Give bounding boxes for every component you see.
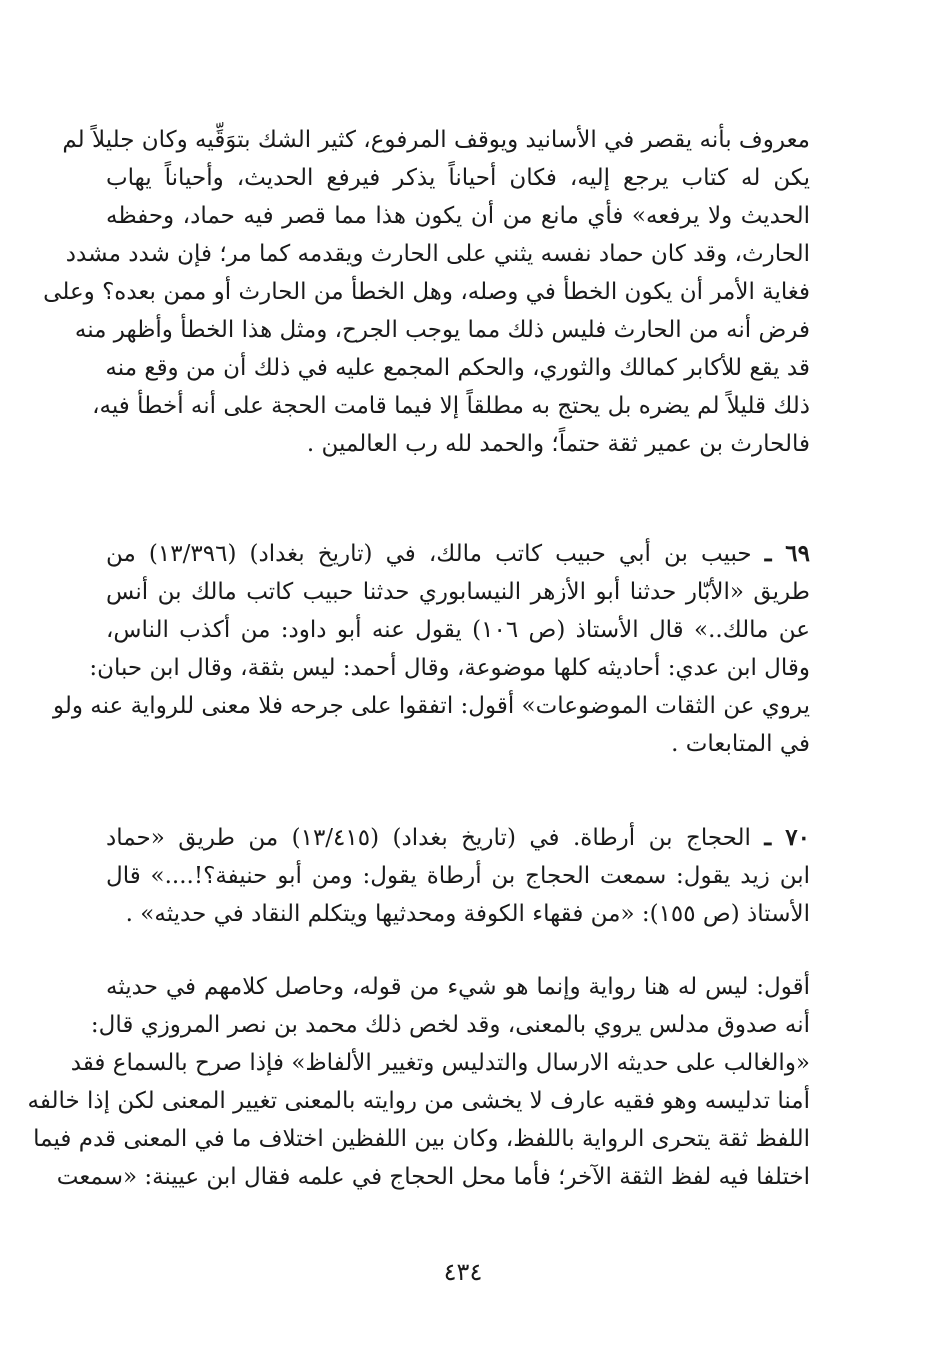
- text-line: فرض أنه من الحارث فليس ذلك مما يوجب الجرح، ومثل هذا الخطأ وأظهر منه: [74, 317, 810, 343]
- text-line: في المتابعات .: [671, 731, 810, 757]
- entry-number: ٧٠ ـ: [764, 824, 811, 851]
- text-line: [106, 819, 810, 857]
- text-line: «والغالب على حديثه الارسال والتدليس وتغيير الألفاظ» فإذا صرح بالسماع فقد: [70, 1050, 810, 1076]
- text-line: فغاية الأمر أن يكون الخطأ في وصله، وهل الخطأ من الحارث أو ممن بعده؟ وعلى: [43, 279, 810, 305]
- entry-number: ٦٩ ـ: [764, 540, 810, 567]
- text-line: اختلفا فيه لفظ الثقة الآخر؛ فأما محل الحجاج في علمه فقال ابن عيينة: «سمعت: [56, 1164, 810, 1190]
- paragraph-continuation: [43, 121, 810, 463]
- page-number: ٤٣٤: [443, 1258, 483, 1286]
- text-line: قد يقع للأكابر كمالك والثوري، والحكم المجمع عليه في ذلك أن من وقع منه: [105, 355, 810, 381]
- text-line: يكن له كتاب يرجع إليه، فكان أحياناً يذكر فيرفع الحديث، وأحياناً يهاب: [106, 165, 810, 191]
- text-line: أقول: ليس له هنا رواية وإنما هو شيء من قوله، وحاصل كلامهم في حديثه: [106, 974, 810, 1000]
- text-line: الحارث، وقد كان حماد نفسه يثني على الحارث ويقدمه كما مر؛ فإن شدد مشدد: [65, 241, 810, 267]
- text-line: الحديث ولا يرفعه» فأي مانع من أن يكون هذا مما قصر فيه حماد، وحفظه: [106, 203, 810, 229]
- text-line: عن مالك..» قال الأستاذ (ص ١٠٦) يقول عنه أبو داود: من أكذب الناس،: [106, 617, 810, 643]
- text-line: [106, 535, 810, 573]
- entry-69: [52, 535, 810, 763]
- text-line: وقال ابن عدي: أحاديثه كلها موضوعة، وقال أحمد: ليس بثقة، وقال ابن حبان:: [89, 655, 810, 681]
- text-line: الأستاذ (ص ١٥٥): «من فقهاء الكوفة ومحدثيها ويتكلم النقاد في حديثه» .: [125, 901, 810, 927]
- text-line: فالحارث بن عمير ثقة حتماً؛ والحمد لله رب العالمين .: [306, 431, 810, 457]
- text-line: أنه صدوق مدلس يروي بالمعنى، وقد لخص ذلك محمد بن نصر المروزي قال:: [90, 1012, 810, 1038]
- text-line: ابن زيد يقول: سمعت الحجاج بن أرطاة يقول: ومن أبو حنيفة؟!....» قال: [106, 863, 810, 889]
- paragraph-commentary: [27, 968, 810, 1196]
- text-line: أمنا تدليسه وهو فقيه عارف لا يخشى من روايته بالمعنى تغيير المعنى لكن إذا خالفه: [27, 1088, 810, 1114]
- text-line-content: الحجاج بن أرطاة. في (تاريخ بغداد) (١٣/٤١٥) من طريق «حماد: [106, 825, 751, 851]
- text-line: يروي عن الثقات الموضوعات» أقول: اتفقوا على جرحه فلا معنى للرواية عنه ولو: [52, 693, 810, 719]
- text-line: طريق «الأبّار حدثنا أبو الأزهر النيسابوري حدثنا حبيب كاتب مالك بن أنس: [106, 579, 810, 605]
- text-line: اللفظ ثقة يتحرى الرواية باللفظ، وكان بين اللفظين اختلاف ما في المعنى قدم فيما: [33, 1126, 810, 1152]
- text-line-content: حبيب بن أبي حبيب كاتب مالك، في (تاريخ بغداد) (١٣/٣٩٦) من: [106, 541, 752, 567]
- entry-70: [106, 819, 810, 933]
- text-line: معروف بأنه يقصر في الأسانيد ويوقف المرفوع، كثير الشك بتوَقِّيه وكان جليلاً لم: [62, 127, 810, 153]
- text-line: ذلك قليلاً لم يضره بل يحتج به مطلقاً إلا فيما قامت الحجة على أنه أخطأ فيه،: [92, 393, 810, 419]
